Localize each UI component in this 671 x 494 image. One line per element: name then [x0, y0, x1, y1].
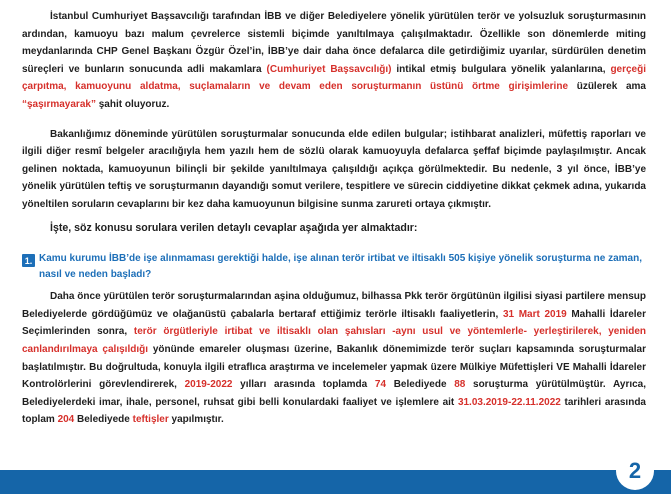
intro-highlight-distortion: gerçeği çarpıtma, kamuoyunu aldatma, suçlamaların ve devam eden soruşturmanın üstünü örtme girişimlerine: [22, 63, 647, 93]
answer-highlight-investigation-count: 88: [454, 379, 466, 391]
document-body: [22, 8, 646, 429]
footer-bar: [0, 470, 671, 494]
intro-text-3: üzülerek ama: [568, 81, 646, 93]
answer-paragraph: [22, 288, 646, 429]
question-number-badge: 1.: [22, 254, 35, 267]
question-text: Kamu kurumu İBB’de işe alınmaması gerektiği halde, işe alınan terör irtibat ve iltisaklı 505 kişiye yönelik soruşturma ne zaman, nasıl ve neden başladı?: [39, 253, 643, 280]
answer-highlight-placement: terör örgütleriyle irtibat ve iltisaklı olan şahısları -aynı usul ve yöntemlerle- yerleştirilerek, yeniden canlandırılmaya çalışıldığı: [22, 326, 647, 355]
page-number-badge: 2: [616, 452, 654, 490]
answers-lead-sentence: İşte, söz konusu sorulara verilen detaylı cevaplar aşağıda yer almaktadır:: [50, 221, 418, 234]
answer-highlight-municipality-count: 74: [374, 379, 387, 391]
answer-highlight-election-date: 31 Mart 2019: [502, 308, 567, 320]
answer-highlight-years: 2019-2022: [184, 379, 233, 391]
intro-paragraph: [22, 8, 646, 114]
answer-highlight-inspection-count: 204: [57, 414, 75, 426]
answer-text-2: Mahalli İdareler Seçimlerinden sonra,: [22, 308, 647, 338]
intro-text-1: İstanbul Cumhuriyet Başsavcılığı tarafından İBB ve diğer Belediyelere yönelik yürütülen terör ve yolsuzluk soruşturmasının ardından, kamuoyu bazı malum çevrelerce sistemli biçimde yanıltılmaya çalışılmaktadır. Özellikle son dönemlerde miting meydanlarında CHP Genel Başkanı Özgür Özel’in, İBB’ye dair daha önce defalarca dile getirdiğimiz uyarılar, sürdürülen denetim süreçleri ve bunların sonucunda adli makamlara: [22, 11, 646, 75]
answer-highlight-inspections: teftişler: [132, 414, 169, 426]
answer-text-5: Belediyede: [386, 379, 455, 391]
answer-highlight-date-range: 31.03.2019-22.11.2022: [457, 396, 561, 408]
intro-highlight-prosecutor: (Cumhuriyet Başsavcılığı): [266, 63, 392, 75]
answer-text-1: Daha önce yürütülen terör soruşturmalarından aşina olduğumuz, bilhassa Pkk terör örgütünün ilgilisi siyasi partilere mensup Belediyelerde gördüğümüz ve olağanüstü çabalarla bertaraf ettiğimiz terörle iltisaklı faaliyetlerin,: [22, 291, 646, 320]
answer-text-3: yönünde emareler oluşması üzerine, Bakanlık dönemimizde terör suçları kapsamında soruşturmalar başlatılmıştır. Bu doğrultuda, konuyla ilgili etraflıca araştırma ve incelemeler yapmak üzere Mülkiye Müfettişleri VE Mahalli İdareler Kontrolörlerini görevlendirerek,: [22, 343, 646, 391]
intro-text-4: şahit oluyoruz.: [95, 98, 170, 110]
answer-text-6: soruşturma yürütülmüştür. Ayrıca, Belediyelerdeki imar, ihale, personel, ruhsat gibi belli konulardaki faaliyet ve işlemlere ait: [22, 379, 647, 408]
intro-highlight-not-surprised: “şaşırmayarak”: [22, 98, 96, 110]
question-1: [22, 251, 646, 282]
answer-text-8: Belediyede: [74, 414, 133, 426]
answer-text-7: tarihleri arasında toplam: [22, 396, 646, 426]
answer-text-4: yılları arasında toplamda: [232, 379, 375, 391]
answer-text-9: yapılmıştır.: [168, 414, 224, 426]
intro-text-2: intikal etmiş bulgulara yönelik yalanlarına,: [391, 63, 611, 75]
findings-paragraph: Bakanlığımız döneminde yürütülen soruşturmalar sonucunda elde edilen bulgular; istihbarat analizleri, müfettiş raporları ve ilgili diğer resmî belgeler aracılığıyla hem yazılı hem de sözlü olarak kamuoyuyla defalarca şeffaf biçimde paylaşılmıştır. Ancak gelinen noktada, kamuoyunun bilinçli bir şekilde yanıltılmaya çalışıldığı açıkça görülmektedir. Bu nedenle, 3 yıl önce, İBB’ye yönelik yürütülen teftiş ve soruşturmanın dayandığı somut verilere, tespitlere ve sürecin ciddiyetine dikkat çekmek adına, yukarıda yöneltilen soruların cevaplarını bir kez daha kamuoyunun bilgisine sunma zarureti ortaya çıkmıştır.: [22, 128, 646, 210]
